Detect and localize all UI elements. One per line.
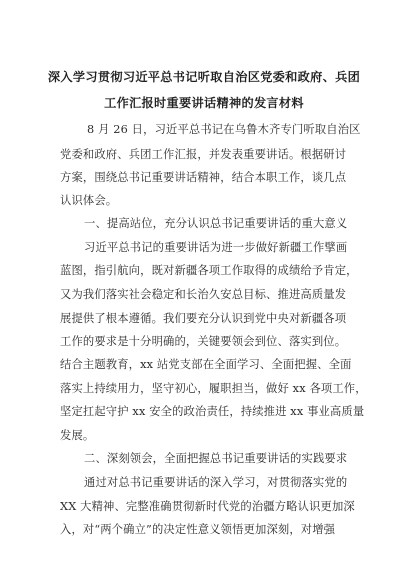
paragraph-2-line-5: 工作的要求是十分明确的，关键要领会到位、落实到位。: [60, 335, 347, 348]
section-heading-2: 二、深刻领会，全面把握总书记重要讲话的实践要求: [84, 452, 348, 465]
paragraph-1-line-1: 8 月 26 日，习近平总书记在乌鲁木齐专门听取自治区: [87, 123, 361, 136]
document-title-line-2: 工作汇报时重要讲话精神的发言材料: [104, 96, 304, 110]
paragraph-3-line-3: 入，对“两个确立”的决定性意义领悟更加深刻，对增强: [60, 523, 336, 536]
paragraph-2-line-6: 结合主题教育，xx 站党支部在全面学习、全面把握、全面: [60, 358, 352, 371]
document-title-line-1: 深入学习贯彻习近平总书记听取自治区党委和政府、兵团: [47, 70, 361, 84]
paragraph-2-line-9: 发展。: [60, 429, 95, 442]
paragraph-2-line-1: 习近平总书记的重要讲话为进一步做好新疆工作擘画: [84, 241, 348, 254]
section-heading-1: 一、提高站位，充分认识总书记重要讲话的重大意义: [84, 217, 348, 230]
paragraph-3-line-1: 通过对总书记重要讲话的深入学习，对贯彻落实党的: [84, 476, 348, 489]
paragraph-1-line-2: 党委和政府、兵团工作汇报，并发表重要讲话。根据研讨: [60, 148, 347, 161]
paragraph-2-line-3: 又为我们落实社会稳定和长治久安总目标、推进高质量发: [60, 288, 347, 301]
paragraph-2-line-8: 坚定扛起守护 xx 安全的政治责任，持续推进 xx 事业高质量: [60, 405, 365, 418]
paragraph-1-line-3: 方案，围绕总书记重要讲话精神，结合本职工作，谈几点: [60, 171, 347, 184]
paragraph-1-line-4: 认识体会。: [60, 194, 118, 207]
paragraph-3-line-2: XX 大精神、完整准确贯彻新时代党的治疆方略认识更加深: [60, 500, 355, 513]
paragraph-2-line-7: 落实上持续用力，坚守初心，履职担当，做好 xx 各项工作，: [60, 382, 367, 395]
paragraph-2-line-2: 蓝图，指引航向，既对新疆各项工作取得的成绩给予肯定，: [60, 264, 358, 277]
paragraph-2-line-4: 展提供了根本遵循。我们要充分认识到党中央对新疆各项: [60, 312, 347, 325]
